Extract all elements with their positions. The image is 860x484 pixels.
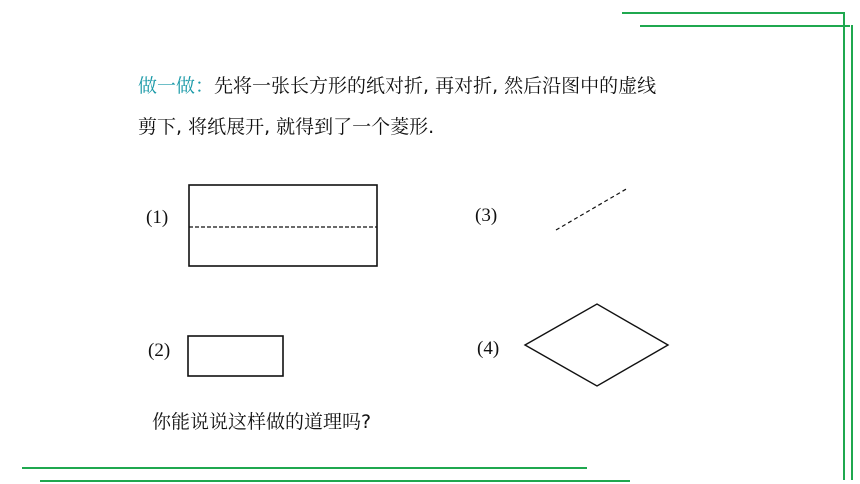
activity-instruction-part2: 剪下, 将纸展开, 就得到了一个菱形. <box>138 116 435 138</box>
bottom-rule-upper <box>22 467 587 469</box>
activity-line-2 <box>138 114 434 140</box>
question-text: 你能说说这样做的道理吗? <box>152 411 372 433</box>
step2-rectangle-outline <box>188 336 283 376</box>
step1-rectangle-outline <box>189 185 377 266</box>
top-right-rule-outer <box>622 12 844 14</box>
step3-dashed-line <box>556 188 628 230</box>
step-label-3: (3) <box>475 205 498 226</box>
step-label-1: (1) <box>146 207 169 228</box>
step3-cut-line <box>554 186 632 234</box>
bottom-rule-lower <box>40 480 630 482</box>
step-label-4: (4) <box>477 338 500 359</box>
step4-rhombus <box>523 303 671 389</box>
right-vertical-rule-inner <box>851 25 853 480</box>
activity-lead-label: 做一做： <box>138 75 215 97</box>
activity-line-1 <box>138 73 656 99</box>
top-right-rule-inner <box>640 25 850 27</box>
step2-small-rectangle <box>187 335 285 379</box>
activity-instruction-part1: 先将一张长方形的纸对折, 再对折, 然后沿图中的虚线 <box>214 75 657 97</box>
step4-rhombus-outline <box>525 304 668 386</box>
step-label-2: (2) <box>148 340 171 361</box>
step1-folded-rectangle <box>188 184 380 268</box>
right-vertical-rule-outer <box>843 12 845 480</box>
